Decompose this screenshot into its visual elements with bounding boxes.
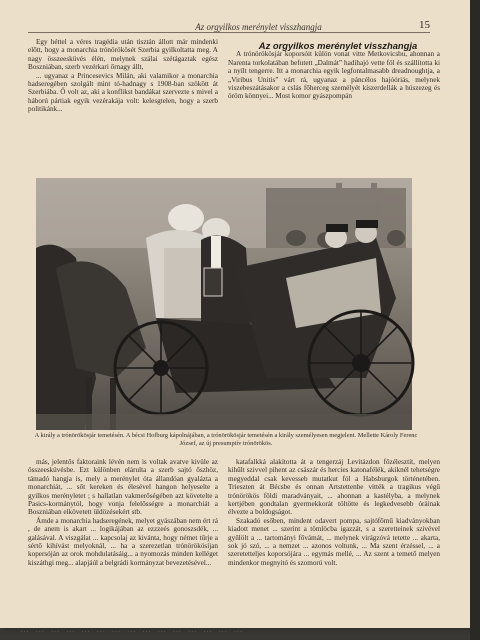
paragraph: Egy héttel a véres tragédia után tisztán állott már mindenki előtt, hogy a monarchia trónörökösét Szerbia gyilkoltatta meg. A nagy összeesküvés élén, melynek szálai szétágaztak egész Boszniában, szerb vezérkari őrnagy állt, — [28, 38, 218, 72]
bleed-through-text: … … … … … … … … … … … … … … … — [20, 624, 245, 634]
page-edge-shadow — [470, 0, 480, 640]
column-bottom-left — [28, 458, 218, 618]
article-title: Az orgyilkos merénylet visszhangja — [258, 40, 418, 51]
carriage-photo-drawing — [36, 178, 412, 430]
photo-caption: A király a trónörökösjár temetésén. A bécsi Hofburg kápolnájában, a trónörökösjár temetésén a király személyesen megjelent. Mellette Károly Ferenc József, az új presumptív trónörökös. — [34, 432, 418, 447]
paragraph: más, jelentős faktoraink lévén nem is voltak avatve kivüle az összeesküvésbe. Ezt különben elárulta a szerb sajtó őszhöz, támadó hangja is, mely a merénylet óta állandóan gyalázta a monarchiát, ... sőt kereken és élesével hangon helyeselte a gyilkos merényletet ; s hallatlan vakmerőségében azt követelte a Pasics-kormánytól, hogy vonja felelősségre a monarchiát a Boszniában elkövetett üldözésekért stb. — [28, 458, 218, 517]
page-header — [28, 14, 430, 33]
column-bottom-right — [228, 458, 440, 618]
paragraph: katafalkká alakította át a tengerzáj Levitázdon főzélesztít, melyen kihűlt szivvel pihent az császár és hercies katonafélék, akiknél tehetségre megyeddal csak kevesseb mutatkut föl a Habsburgok történetében. Trieszten át Bécsbe és onnan Artstettenbe vitték a tragikus végű trónörökös földi maradványait, ... ahonnan a kastélyba, a melynek kertjében gondtalan gyermekkorát töltötte és legkedvesebb óráinak élvezte a boldogságot. — [228, 458, 440, 517]
column-top-left — [28, 38, 218, 166]
page-number: 15 — [419, 19, 430, 31]
paragraph: A trónörökösjár koporsóit külön vonat vitte Metkovicsbu, ahonnan a Narenta torkolatában befutett „Dalmát” hadihajó vette föl és szállította ki a nyílt tengerre. Itt a monarchia egyik legfontalmasabb dreadnoughtja, a „Viribus Unitis” várt rá, ugyanaz a páncélos hajóóriás, melynek viszebeszátásakor a cslás főherceg személyét kíszerdellák a húszezeg és öröm könnyei... Most komor gyászpompán — [228, 50, 440, 101]
paragraph: ... ugyanaz a Princesevics Milán, aki valamikor a monarchia hadseregében szolgált mint tó-hadnagy s 1908-ban szökött át Szerbiába. Ő volt az, aki a konflikst bandákat szervezte s mivel a háború pártiak egyik vezérakája volt: kelesgtelen, hogy a szerb politikánk... — [28, 71, 218, 114]
paragraph: Ámde a monarchia hadseregének, melyet gyászában nem ért rá , de anem is akart ... logikájában az ezzzeés gonoszsdék, ... galásával. A viszgálat ... kapcsolaj az kivánta, hogy német tűrje a sértő kihívást melyoknál, ... ha a szerezetlan trónörökösíjan kopersóján az orok mohdulatásáig... a nyomozás minden kelléget kiszáthgi meg... alapjáúl a belgrádi kormányzat bevezetésével... — [28, 516, 218, 567]
carriage-photo — [36, 178, 412, 430]
column-top-right — [228, 42, 440, 174]
running-title: Az orgyilkos merénylet visszhangja — [195, 22, 322, 32]
paragraph: Szakadó esőben, mindent odavert pompa, sajtófőmű kiadványokban kiadott menet ... szerint a tömlöcba igazzát, s a szeretteinek szívével gyűlölt a ... tartományi fővámát, ... melynek virágzóvá tetette ... akarta, sok jó szó, ... a nemzet ... azonos voltunk, ... Ma szent érzéssel, ... a szeretetteljes koporsójára ... egymás mellé, ... Az szent a temető melyen mindenkor megnyitó és szomorú volt. — [228, 516, 440, 567]
